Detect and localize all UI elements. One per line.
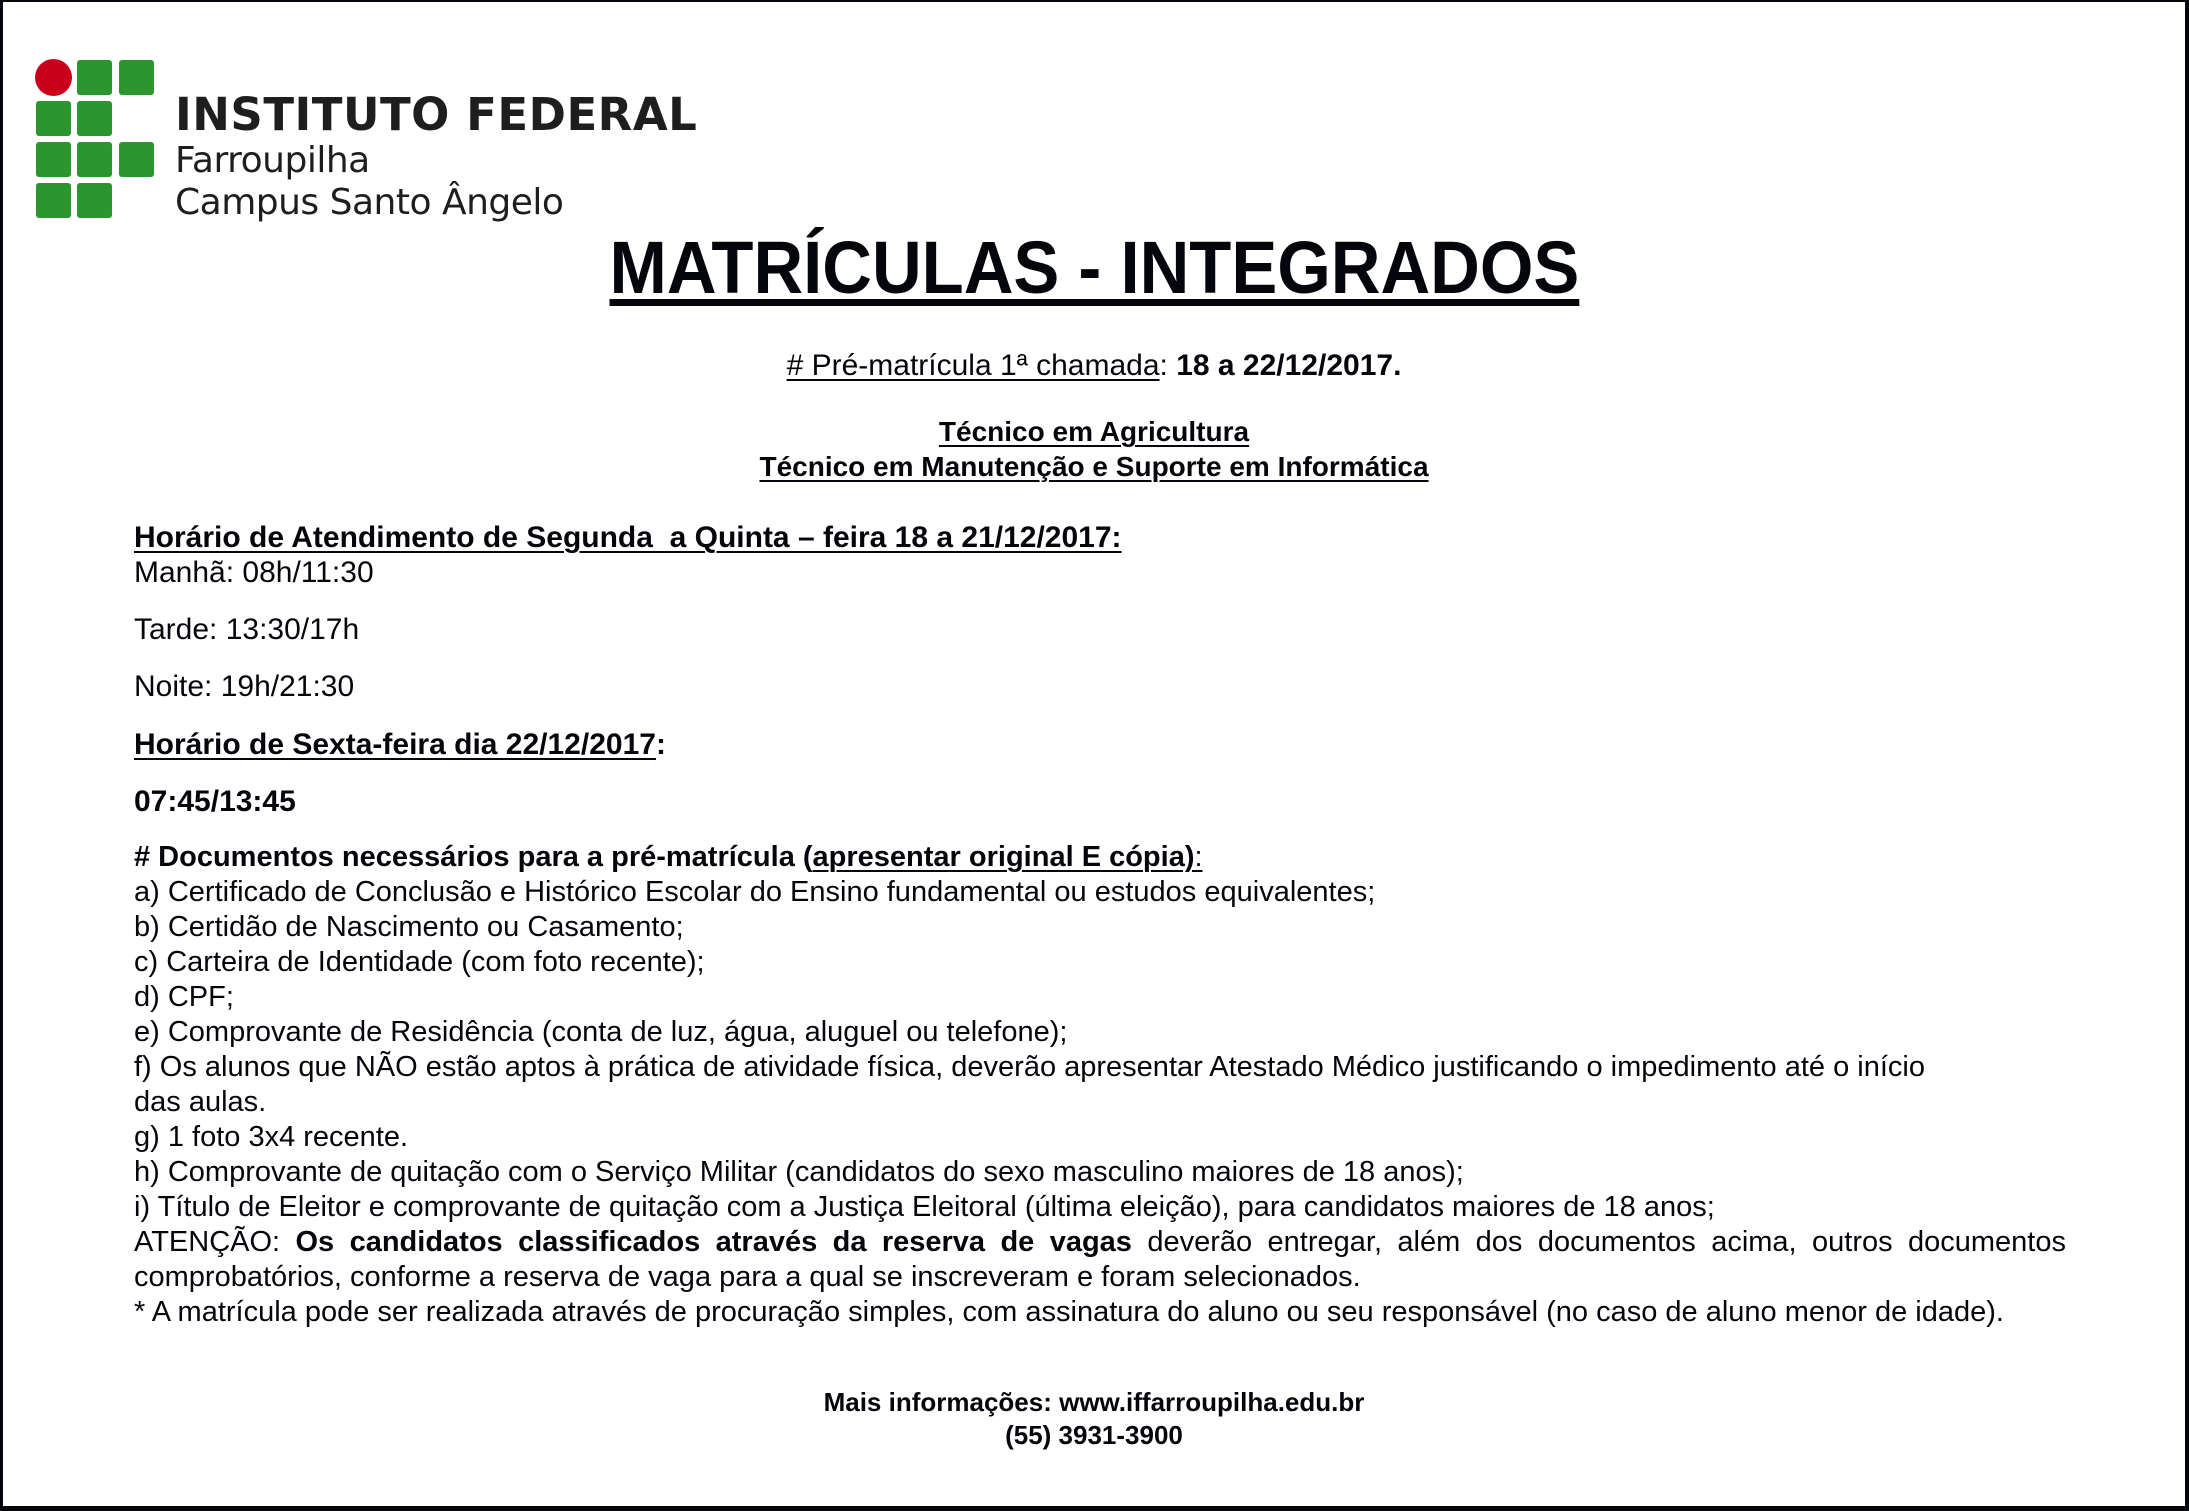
attention-text: deverão entregar, além dos documentos acima, outros documentos comprobatórios, conforme a reserva de vaga para a qual se inscreveram e foram selecionados. <box>134 1226 2066 1293</box>
document-item-d: d) CPF; <box>134 981 234 1013</box>
footer-contact <box>3 1386 2185 1452</box>
footer-website: Mais informações: www.iffarroupilha.edu.br <box>823 1387 1365 1417</box>
document-item-f-continued: das aulas. <box>134 1086 267 1118</box>
friday-schedule-heading: Horário de Sexta-feira dia 22/12/2017 <box>134 728 656 761</box>
logo-square <box>77 183 112 218</box>
logo-square <box>77 101 112 136</box>
morning-hours: Manhã: 08h/11:30 <box>134 556 374 589</box>
document-item-b: b) Certidão de Nascimento ou Casamento; <box>134 911 684 943</box>
logo-square <box>36 142 71 177</box>
document-item-e: e) Comprovante de Residência (conta de luz, água, aluguel ou telefone); <box>134 1016 1068 1048</box>
page-title <box>3 224 2185 312</box>
attention-emphasis: Os candidatos classificados através da reserva de vagas <box>295 1226 1132 1258</box>
document-item-h: h) Comprovante de quitação com o Serviço Militar (candidatos do sexo masculino maiores de 18 anos); <box>134 1156 1464 1188</box>
logo-red-dot <box>35 59 72 96</box>
proxy-note: * A matrícula pode ser realizada através de procuração simples, com assinatura do aluno ou seu responsável (no caso de aluno menor de idade). <box>134 1296 2004 1328</box>
afternoon-hours: Tarde: 13:30/17h <box>134 613 360 646</box>
document-item-f: f) Os alunos que NÃO estão aptos à prática de atividade física, deverão apresentar Atestado Médico justificando o impedimento até o início <box>134 1051 1925 1083</box>
document-item-i: i) Título de Eleitor e comprovante de quitação com a Justiça Eleitoral (última eleição), para candidatos maiores de 18 anos; <box>134 1191 1715 1223</box>
pre-matricula-line <box>3 348 2185 384</box>
footer-phone: (55) 3931-3900 <box>1005 1420 1183 1450</box>
document-item-g: g) 1 foto 3x4 recente. <box>134 1121 409 1153</box>
weekday-schedule-heading: Horário de Atendimento de Segunda a Quinta – feira 18 a 21/12/2017: <box>134 521 1122 554</box>
institution-line-1: INSTITUTO FEDERAL <box>175 88 698 141</box>
logo-square <box>77 60 112 95</box>
logo-square <box>36 183 71 218</box>
required-documents <box>134 840 2066 1330</box>
attention-note <box>134 1225 2066 1295</box>
document-item-c: c) Carteira de Identidade (com foto recente); <box>134 946 705 978</box>
course-list <box>3 414 2185 484</box>
logo-square <box>77 142 112 177</box>
institution-name <box>175 90 697 224</box>
document-item-a: a) Certificado de Conclusão e Histórico Escolar do Ensino fundamental ou estudos equivalentes; <box>134 876 1376 908</box>
page-title-text: MATRÍCULAS - INTEGRADOS <box>609 226 1579 309</box>
documents-heading-colon: : <box>1194 841 1203 873</box>
weekday-schedule <box>134 520 2066 704</box>
friday-schedule-colon: : <box>655 728 666 761</box>
course-informatica: Técnico em Manutenção e Suporte em Informática <box>759 451 1429 482</box>
friday-hours: 07:45/13:45 <box>134 785 296 818</box>
attention-label: ATENÇÃO: <box>134 1226 296 1258</box>
documents-heading-prefix: # Documentos necessários para a pré-matrícula ( <box>134 841 813 873</box>
logo-square <box>119 60 154 95</box>
institution-line-2: Farroupilha <box>175 140 370 181</box>
course-agricultura: Técnico em Agricultura <box>938 416 1250 447</box>
logo-square <box>36 101 71 136</box>
pre-matricula-colon: : <box>1159 349 1168 382</box>
if-logo-icon <box>35 59 160 224</box>
night-hours: Noite: 19h/21:30 <box>134 670 355 703</box>
pre-matricula-label: # Pré-matrícula 1ª chamada <box>786 349 1160 382</box>
pre-matricula-dates: 18 a 22/12/2017. <box>1167 349 1402 382</box>
logo-square <box>119 142 154 177</box>
documents-heading <box>134 840 2066 875</box>
documents-heading-emphasis: apresentar original E cópia) <box>812 841 1195 873</box>
friday-schedule <box>134 727 2066 819</box>
institution-line-3: Campus Santo Ângelo <box>175 182 564 223</box>
